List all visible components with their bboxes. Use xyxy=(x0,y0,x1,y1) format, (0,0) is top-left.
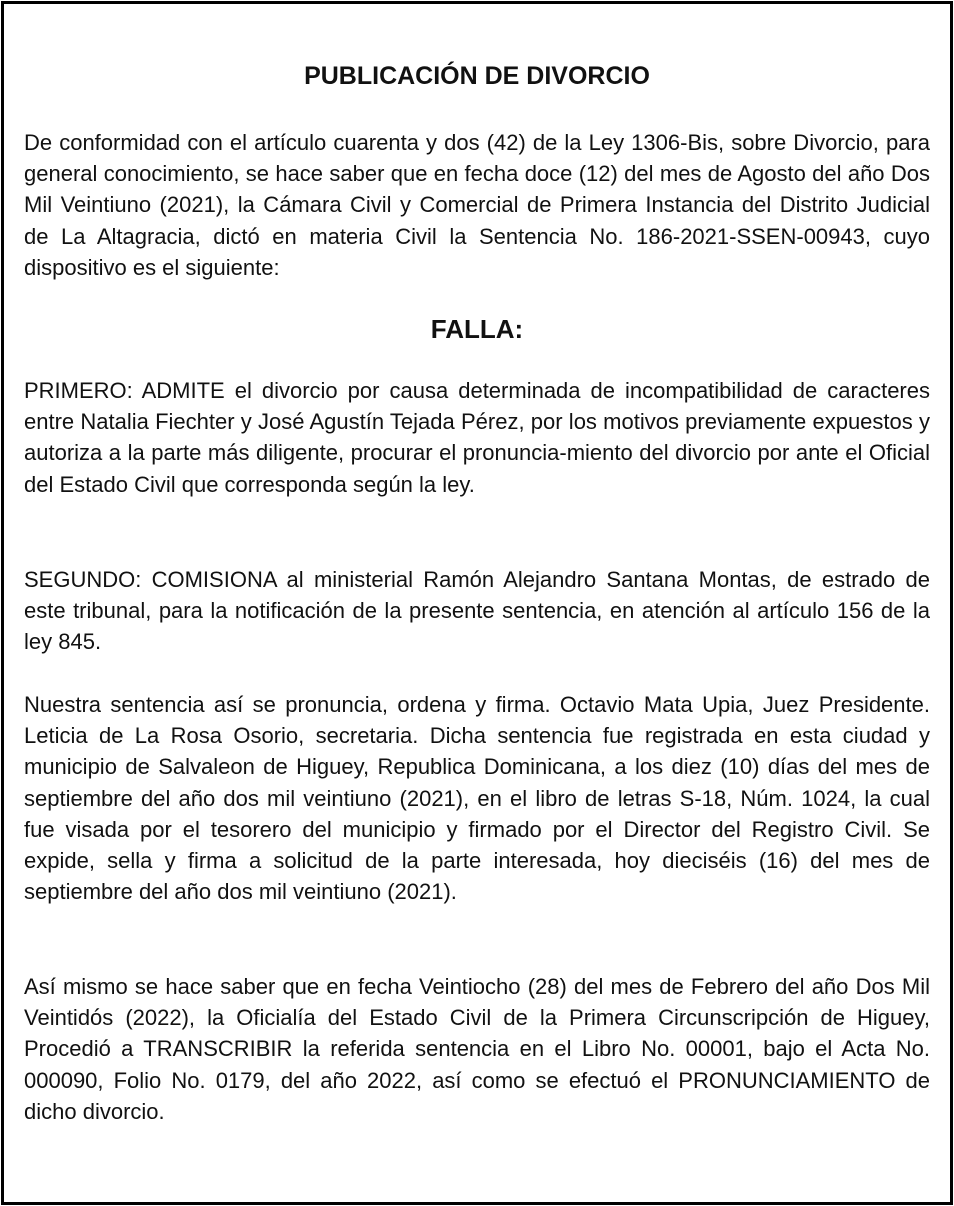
intro-paragraph: De conformidad con el artículo cuarenta y dos (42) de la Ley 1306-Bis, sobre Divorcio, para general conocimiento, se hace saber que en fecha doce (12) del mes de Agosto del año Dos Mil Veintiuno (2021), la Cámara Civil y Comercial de Primera Instancia del Distrito Judicial de La Altagracia, dictó en materia Civil la Sentencia No. 186-2021-SSEN-00943, cuyo dispositivo es el siguiente: xyxy=(24,130,930,280)
falla-heading: FALLA: xyxy=(430,314,524,344)
segundo-paragraph: SEGUNDO: COMISIONA al ministerial Ramón Alejandro Santana Montas, de estrado de este tribunal, para la notificación de la presente sentencia, en atención al artículo 156 de la ley 845. xyxy=(24,567,930,655)
document-title: PUBLICACIÓN DE DIVORCIO xyxy=(304,62,650,90)
primero-paragraph: PRIMERO: ADMITE el divorcio por causa determinada de incompatibilidad de caracteres entre Natalia Fiechter y José Agustín Tejada Pérez, por los motivos previamente expuestos y autoriza a la parte más diligente, procurar el pronuncia-miento del divorcio por ante el Oficial del Estado Civil que corresponda según la ley. xyxy=(24,378,930,497)
sentencia-paragraph: Nuestra sentencia así se pronuncia, ordena y firma. Octavio Mata Upia, Juez Presidente. Leticia de La Rosa Osorio, secretaria. Dicha sentencia fue registrada en esta ciudad y municipio de Salvaleon de Higuey, Republica Dominicana, a los diez (10) días del mes de septiembre del año dos mil veintiuno (2021), en el libro de letras S-18, Núm. 1024, la cual fue visada por el tesorero del municipio y firmado por el Director del Registro Civil. Se expide, sella y firma a solicitud de la parte interesada, hoy dieciséis (16) del mes de septiembre del año dos mil veintiuno (2021). xyxy=(24,692,930,905)
transcripcion-paragraph: Así mismo se hace saber que en fecha Veintiocho (28) del mes de Febrero del año Dos Mil Veintidós (2022), la Oficialía del Estado Civil de la Primera Circunscripción de Higuey, Procedió a TRANSCRIBIR la referida sentencia en el Libro No. 00001, bajo el Acta No. 000090, Folio No. 0179, del año 2022, así como se efectuó el PRONUNCIAMIENTO de dicho divorcio. xyxy=(24,974,930,1124)
document-border xyxy=(1,1,953,1205)
